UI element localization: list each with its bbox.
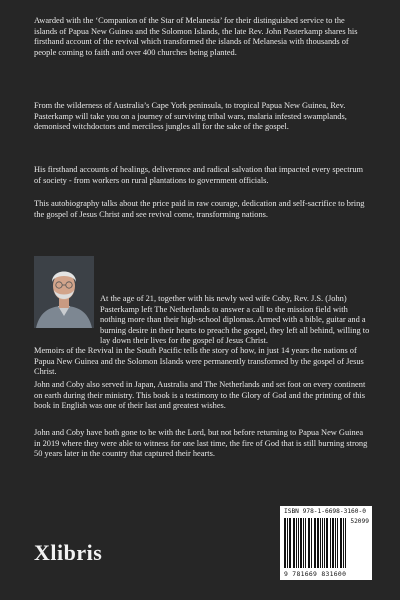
author-photo xyxy=(34,256,94,328)
barcode-bar xyxy=(320,518,321,568)
price-code: 52099 xyxy=(350,518,369,525)
barcode-bar xyxy=(335,518,336,568)
barcode-bar xyxy=(337,518,338,568)
barcode-bar xyxy=(289,518,291,568)
publisher-logo: Xlibris xyxy=(34,540,103,565)
barcode-bar xyxy=(305,518,306,568)
barcode-bar xyxy=(317,518,319,568)
barcode-bar xyxy=(345,518,346,568)
barcode-bar xyxy=(322,518,323,568)
barcode-bar xyxy=(293,518,295,568)
barcode-bar xyxy=(296,518,297,568)
barcode-bar xyxy=(343,518,344,568)
barcode-bar xyxy=(308,518,310,568)
blurb-paragraph-biography: At the age of 21, together with his newly wed wife Coby, Rev. J.S. (John) Pasterkamp left The Netherlands to answer a call to the mission field with nothing more than their high-school diplomas. Armed with a bible, guitar and a burning desire in their hearts to preach the gospel, they left all behind, willing to lay down their lives for the gospel of Jesus Christ. xyxy=(100,294,370,346)
barcode-bar xyxy=(300,518,302,568)
barcode-bar xyxy=(326,518,328,568)
isbn-barcode xyxy=(280,506,372,580)
barcode-bar xyxy=(324,518,325,568)
barcode-bar xyxy=(284,518,286,568)
blurb-paragraph-journey: From the wilderness of Australia’s Cape York peninsula, to tropical Papua New Guinea, Rev. Pasterkamp will take you on a journey of surviving tribal wars, malaria infested swamplands, demonised witchdoctors and merciless jungles all for the sake of the gospel. xyxy=(34,101,347,132)
barcode-bar xyxy=(303,518,304,568)
barcode-bar xyxy=(330,518,331,568)
blurb-paragraph-award: Awarded with the ‘Companion of the Star of Melanesia’ for their distinguished service to the islands of Papua New Guinea and the Solomon Islands, the late Rev. John Pasterkamp shares his firsthand account of the revival which transformed the islands of Melanesia with thousands of people coming to faith and over 400 churches being planted. xyxy=(34,16,358,57)
barcode-bar xyxy=(311,518,312,568)
blurb-paragraph-autobiography: This autobiography talks about the price paid in raw courage, dedication and self-sacrifice to bring the gospel of Jesus Christ and see revival come, transforming nations. xyxy=(34,199,365,219)
barcode-bar xyxy=(314,518,316,568)
barcode-digits: 9 781669 831600 xyxy=(284,570,347,578)
blurb-paragraph-legacy: John and Coby have both gone to be with the Lord, but not before returning to Papua New Guinea in 2019 where they were able to witness for one last time, the fire of God that is still burning strong 50 years later in the country that captured their hearts. xyxy=(34,428,368,459)
blurb-paragraph-service: John and Coby also served in Japan, Australia and The Netherlands and set foot on every continent on earth during their ministry. This book is a testimony to the Glory of God and the printing of this book in English was one of their last and greatest wishes. xyxy=(34,380,366,411)
barcode-bar xyxy=(340,518,342,568)
blurb-paragraph-accounts: His firsthand accounts of healings, deliverance and radical salvation that impacted every spectrum of society - from workers on rural plantations to government officials. xyxy=(34,165,364,185)
barcode-bar xyxy=(332,518,334,568)
barcode-bar xyxy=(298,518,299,568)
isbn-number: ISBN 978-1-6698-3160-0 xyxy=(284,508,366,515)
blurb-paragraph-memoirs: Memoirs of the Revival in the South Pacific tells the story of how, in just 14 years the nations of Papua New Guinea and the Solomon Islands were permanently transformed by the gospel of Jesus Christ. xyxy=(34,346,364,377)
barcode-bars xyxy=(284,518,346,568)
barcode-bar xyxy=(287,518,288,568)
